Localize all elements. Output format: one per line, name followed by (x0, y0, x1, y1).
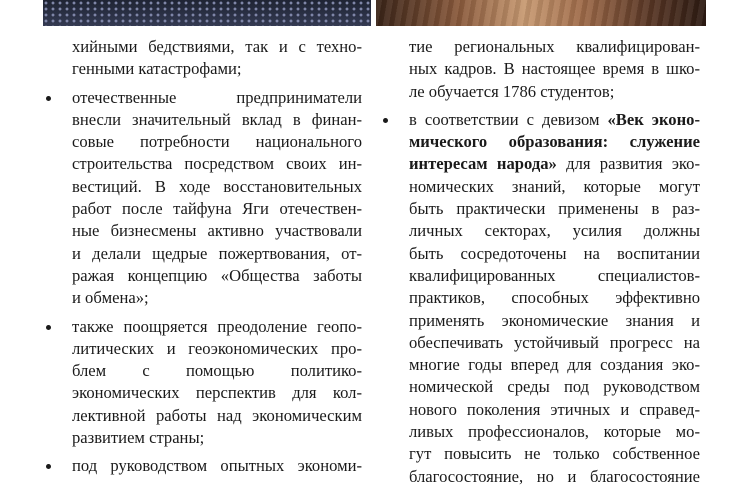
list-item (72, 316, 362, 450)
text-line: практиков, способных эффективно (409, 288, 700, 308)
left-column (72, 36, 362, 478)
text-line: быть практически применены в раз- (409, 199, 700, 219)
text-line: многие годы вперед для создания эко- (409, 355, 700, 375)
bullet-icon (46, 464, 51, 469)
text-span: в соответствии с девизом (409, 109, 608, 129)
list-item (72, 455, 362, 477)
text-line: строительства посредством своих ин- (72, 154, 362, 174)
text-line: применять экономические знания и (409, 310, 700, 330)
text-line: и обмена»; (72, 288, 149, 308)
text-line: лективной работы над экономическим (72, 405, 362, 425)
text-line (409, 153, 700, 175)
text-line: под руководством опытных экономи- (72, 456, 362, 476)
text-line: благосостояние, но и благосостояние (409, 466, 700, 486)
text-line: хийными бедствиями, так и с техно- (72, 37, 362, 56)
text-line (409, 131, 700, 153)
text-line: тие региональных квалифицирован- (409, 37, 700, 56)
bullet-icon (46, 325, 51, 330)
bullet-icon (46, 96, 51, 101)
text-line: отечественные предприниматели (72, 87, 362, 107)
motto-text: мического образования: служение (409, 132, 700, 152)
text-line: также поощряется преодоление геопо- (72, 316, 362, 336)
text-line: обеспечивать устойчивый прогресс на (409, 332, 700, 352)
list-item (72, 87, 362, 310)
text-line: ных кадров. В настоящее время в шко- (409, 59, 700, 79)
text-line: ливых профессионалов, которые мо- (409, 422, 700, 442)
text-line: ные бизнесмены активно участвовали (72, 221, 362, 241)
text-line: личных секторах, усилия должны (409, 221, 700, 241)
text-line: совые потребности национального (72, 132, 362, 152)
text-line: гут повысить не только собственное (409, 444, 700, 464)
text-line: быть сосредоточены на воспитании (409, 243, 700, 263)
motto-text: «Век эконо- (607, 109, 700, 129)
text-line: номических знаний, которые могут (409, 176, 700, 196)
photo-conference-hall (43, 0, 371, 26)
bullet-icon (383, 118, 388, 123)
text-line: экономических перспектив для кол- (72, 383, 362, 403)
list-item (409, 109, 700, 488)
text-line: внесли значительный вклад в финан- (72, 109, 362, 129)
text-line: литических и геоэкономических про- (72, 338, 362, 358)
motto-text: интересам народа» (409, 154, 557, 174)
text-span: для развития эко- (556, 154, 700, 174)
photo-interior (376, 0, 706, 26)
text-line: вестиций. В ходе восстановительных (72, 176, 362, 196)
text-line: ле обучается 1786 студентов; (409, 81, 615, 101)
right-column (409, 36, 700, 488)
text-line: работ после тайфуна Яги отечествен- (72, 199, 362, 219)
text-line: номической среды под руководством (409, 377, 700, 397)
text-line: блем с помощью политико- (72, 361, 362, 381)
text-line: нового поколения этичных и справед- (409, 399, 700, 419)
text-line: генными катастрофами; (72, 59, 242, 79)
text-line: квалифицированных специалистов- (409, 265, 700, 285)
text-line: развитием страны; (72, 428, 205, 448)
text-line: ражая концепцию «Общества заботы (72, 265, 362, 285)
text-line: и делали щедрые пожертвования, от- (72, 243, 362, 263)
text-line (409, 109, 700, 131)
